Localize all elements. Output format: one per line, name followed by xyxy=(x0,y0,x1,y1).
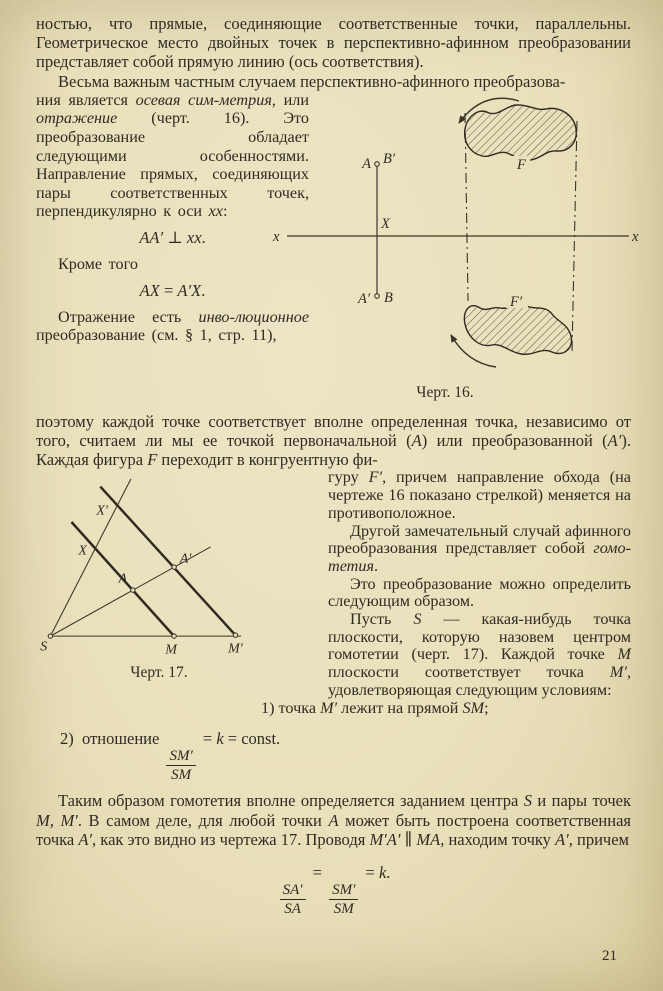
paragraph-reflection: ния является осевая сим-метрия, или отражение (черт. 16). Это преобразование обладает следующими особенностями. Направление прямых, соединяющих пары соответственных точек, перпендикулярно к оси xx: xyxy=(36,90,309,221)
paragraph-vesma-firstline: Весьма важным частным случаем перспективно-афинного преобразова- xyxy=(58,71,566,91)
formula-equal-distances: AX = A′X. xyxy=(139,280,206,300)
condition-2-formula xyxy=(60,729,631,783)
axis-label-x-right: x xyxy=(632,228,639,245)
fraction-SAprime-SA xyxy=(280,882,306,917)
formula-perpendicular: AA′ ⊥ xx. xyxy=(139,227,206,247)
fraction-numerator: SA′ xyxy=(280,882,306,900)
point-marker-Aprime-B xyxy=(375,294,380,299)
fraction-numerator: SM′ xyxy=(166,748,195,766)
label-B-prime: B′ xyxy=(383,150,396,167)
figure-F-shape xyxy=(465,105,577,160)
label-X: X xyxy=(381,215,390,232)
ray-S-X-Xprime xyxy=(50,479,131,636)
label-M: M xyxy=(165,642,177,658)
label-X-prime: X′ xyxy=(96,503,108,519)
page-number: 21 xyxy=(602,948,617,964)
point-S xyxy=(48,634,52,638)
label-X: X xyxy=(78,544,87,560)
point-M-prime xyxy=(233,633,237,637)
label-M-prime: M′ xyxy=(228,641,243,657)
equals-sign: = xyxy=(308,863,327,882)
figure-16-caption: Черт. 16. xyxy=(416,383,474,401)
figure-17 xyxy=(36,475,316,682)
fraction-numerator: SM′ xyxy=(329,882,358,900)
axis-label-x-left: x xyxy=(273,228,280,245)
paragraph-involution-continued: поэтому каждой точке соответствует вполне определенная точка, независимо от того, считаем ли мы ее точкой первоначальной (A) или преобразованной (A′). Каждая фигура F переходит в конгруентную фи- xyxy=(36,411,631,470)
paragraph-involution-start: Отражение есть инво-люционное преобразование (см. § 1, стр. 11), xyxy=(36,307,309,345)
fraction-denominator: SM xyxy=(171,767,192,784)
point-M xyxy=(172,634,176,638)
paragraph-definition-intro: Это преобразование можно определить следующим образом. xyxy=(328,574,631,611)
paragraph-homothety-intro: Другой замечательный случай афинного преобразования представляет собой гомо-тетия. xyxy=(328,521,631,575)
condition-2-text: 2) отношение xyxy=(60,729,164,749)
label-B: B xyxy=(384,289,393,306)
fraction-denominator: SA xyxy=(284,900,301,917)
figure-16 xyxy=(273,95,639,402)
fraction-SMprime-SM xyxy=(166,748,195,783)
paragraph-figure-F-continued: гуру F′, причем направление обхода (на чертеже 16 показано стрелкой) меняется на противоположное. xyxy=(328,468,631,522)
figure-16-drawing xyxy=(273,95,639,379)
paragraph-conclusion: Таким образом гомотетия вполне определяется заданием центра S и пары точек M, M′. В самом деле, для любой точки A может быть построена соответственная точка A′, как это видно из чертежа 17. Проводя M′A′ ∥ MA, находим точку A′, причем xyxy=(36,791,631,849)
point-A-prime xyxy=(172,565,176,569)
point-marker-AB-prime xyxy=(375,162,380,167)
final-formula-tail: = k. xyxy=(361,863,391,882)
segment-Xprime-Aprime-Mprime xyxy=(100,487,235,636)
condition-2-tail: = k = const. xyxy=(198,729,281,749)
label-F: F xyxy=(517,156,526,173)
paragraph-center-definition: Пусть S — какая-нибудь точка плоскости, которую назовем центром гомотетии (черт. 17). Каждой точке M плоскости соответствует точка M′, удовлетворяющая следующим условиям: xyxy=(328,610,631,699)
point-A xyxy=(131,588,135,592)
condition-1: 1) точка M′ лежит на прямой SM; xyxy=(261,698,489,717)
label-F-prime: F′ xyxy=(510,293,523,310)
label-A-prime: A′ xyxy=(179,551,192,567)
final-formula xyxy=(36,863,631,917)
label-A-prime: A′ xyxy=(357,290,370,307)
label-A: A xyxy=(118,571,128,587)
figure-F-prime-shape xyxy=(464,305,571,354)
figure-17-caption: Черт. 17. xyxy=(130,664,188,682)
label-A: A xyxy=(362,155,371,172)
fraction-denominator: SM xyxy=(333,900,354,917)
fraction-SMprime-SM-2 xyxy=(329,882,358,917)
paragraph-krome-togo: Кроме того xyxy=(58,254,138,273)
paragraph-top: ностью, что прямые, соединяющие соответственные точки, параллельны. Геометрическое место двойных точек в перспективно-афинном преобразовании представляет собой прямую линию (ось соответствия). xyxy=(36,14,631,72)
label-S: S xyxy=(40,639,48,655)
figure-17-drawing xyxy=(36,475,316,663)
